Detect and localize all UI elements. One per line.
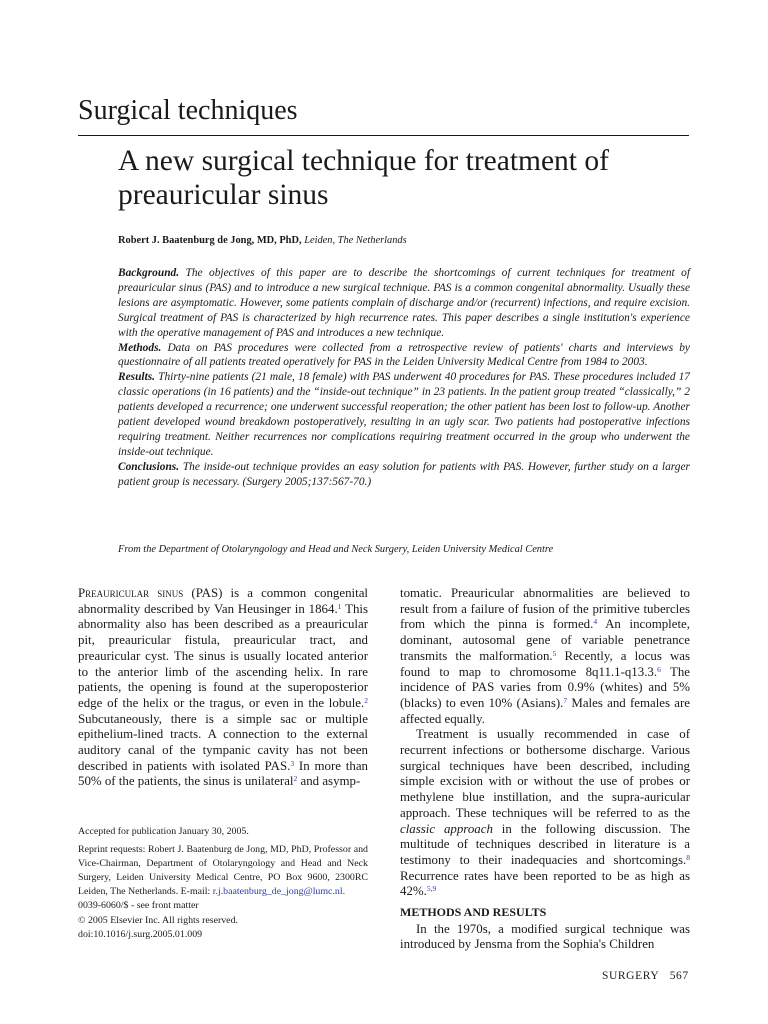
citation-link[interactable]: 5,9 [426,884,437,894]
affiliation: From the Department of Otolaryngology and Head and Neck Surgery, Leiden University Medical Centre [118,544,554,555]
abstract-methods [118,341,690,371]
footnotes [78,825,368,942]
citation-link[interactable]: 3 [290,758,295,768]
reprint-text: Reprint requests: Robert J. Baatenburg de Jong, MD, PhD, Professor and Vice-Chairman, Department of Otolaryngology and Head and Neck Surgery, Leiden University Medical Centre, PO Box 9600, 2300RC Leiden, The Netherlands. E-mail: [78,844,368,898]
cont-text-e: Males and females are affected equally. [400,695,691,726]
journal-name: SURGERY [602,970,660,982]
abstract-conclusions [118,460,690,490]
page-folio [602,970,689,982]
citation-link[interactable]: 6 [657,664,661,674]
article-title: A new surgical technique for treatment of preauricular sinus [118,145,609,211]
treatment-text-b: in the following discussion. The multitude of techniques described in literature is a testimony to their inadequacies and shortcomings. [400,821,690,867]
cont-text-d: The incidence of PAS varies from 0.9% (whites) and 5% (blacks) to even 10% (Asians). [400,664,690,710]
header-rule [78,135,689,136]
intro-text-e: and asymp- [300,774,361,789]
intro-text-b: This abnormality also has been described as a preauricular pit, preauricular fistula, preauricular tract, and preauricular cyst. The sinus is usually located anterior to the anterior limb of the ascending helix. In rare patients, the opening is found at the superoposterior edge of the helix or the tragus, or even in the lobule. [78,601,368,710]
abstract-background [118,266,690,341]
methods-results-heading: METHODS AND RESULTS [400,905,547,920]
issn-note: 0039-6060/$ - see front matter [78,900,199,912]
author-name: Robert J. Baatenburg de Jong, MD, PhD, [118,235,302,246]
citation-link[interactable]: 5 [552,648,557,658]
abstract [118,266,690,490]
cont-text-c: Recently, a locus was found to map to chromosome 8q11.1-q13.3. [400,648,690,679]
citation-link[interactable]: 1 [337,601,342,611]
citation-link[interactable]: 7 [563,695,568,705]
methods-paragraph: In the 1970s, a modified surgical technique was introduced by Jensma from the Sophia's Children [400,921,690,952]
methods-label: Methods. [118,341,162,354]
lead-in: Preauricular sinus [78,586,184,600]
body-column-left [78,586,368,790]
results-text: Thirty-nine patients (21 male, 18 female) with PAS underwent 40 procedures for PAS. These procedures included 17 classic operations (in 16 patients) and the “inside-out technique” in 23 patients. In the patient group treated “classically,” 2 patients developed a recurrence; one underwent successful reoperation; the other patient has been lost to follow-up. Another patient developed wound breakdown postoperatively, resulting in an ugly scar. Two patients had postoperative infections requiring treatment. Neither recurrences nor complications requiring treatment occurred in the group who underwent the inside-out technique. [118,371,690,458]
treatment-paragraph [400,727,690,900]
doi-link[interactable]: doi:10.1016/j.surg.2005.01.009 [78,928,203,940]
page-number: 567 [669,970,689,982]
abstract-results [118,370,690,459]
citation-link[interactable]: 2 [293,774,298,784]
intro-text-a: (PAS) is a common congenital abnormality described by Van Heusinger in 1864. [78,586,368,616]
classic-approach-term: classic approach [400,821,493,836]
intro-text-c: Subcutaneously, there is a simple sac or multiple epithelium-lined tracts. A connection to the external auditory canal of the tympanic cavity has not been described in patients with isolated PAS. [78,711,368,773]
email-link[interactable]: r.j.baatenburg_de_jong@lumc.nl. [212,886,346,898]
background-text: The objectives of this paper are to describe the shortcomings of current techniques for treatment of preauricular sinus (PAS) and to introduce a new surgical technique. PAS is a common congenital abnormality. Usually these lesions are asymptomatic. However, some patients complain of discharge and/or (recurrent) infections, and require excision. Surgical treatment of PAS is characterized by high recurrence rates. This paper describes a single institution's experience with the operative management of PAS and introduces a new technique. [118,267,690,339]
copyright-note: © 2005 Elsevier Inc. All rights reserved. [78,914,238,926]
cont-text-a: tomatic. Preauricular abnormalities are believed to result from a failure of fusion of the primitive tubercles from which the pinna is formed. [400,586,690,632]
treatment-text-c: Recurrence rates have been reported to be as high as 42%. [400,868,690,899]
background-label: Background. [118,267,180,279]
author-line [118,234,407,247]
intro-paragraph [78,586,368,790]
citation-link[interactable]: 8 [686,852,690,862]
section-title: Surgical techniques [78,95,298,126]
accepted-note: Accepted for publication January 30, 2005. [78,826,249,837]
body-column-right [400,586,690,953]
methods-text: Data on PAS procedures were collected from a retrospective review of patients' charts and interviews by questionnaire of all patients treated operatively for PAS in the Leiden University Medical Centre from 1984 to 2003. [118,341,690,369]
citation-link[interactable]: 4 [593,617,598,627]
conclusions-label: Conclusions. [118,460,180,473]
author-location: Leiden, The Netherlands [304,235,407,246]
citation-link[interactable]: 2 [364,695,368,705]
treatment-text-a: Treatment is usually recommended in case of recurrent infections or bothersome discharge. Various surgical techniques have been described, including simple excision with or without the use of probes or methylene blue instillation, and the supra-auricular approach. These techniques will be referred to as the [400,727,690,820]
reprint-note [78,843,368,899]
results-label: Results. [118,371,156,384]
continuation-paragraph [400,586,690,727]
cont-text-b: An incomplete, dominant, autosomal gene of variable penetrance transmits the malformation. [400,617,690,663]
intro-text-d: In more than 50% of the patients, the sinus is unilateral [78,758,368,789]
conclusions-text: The inside-out technique provides an easy solution for patients with PAS. However, further study on a larger patient group is necessary. (Surgery 2005;137:567-70.) [118,460,690,488]
